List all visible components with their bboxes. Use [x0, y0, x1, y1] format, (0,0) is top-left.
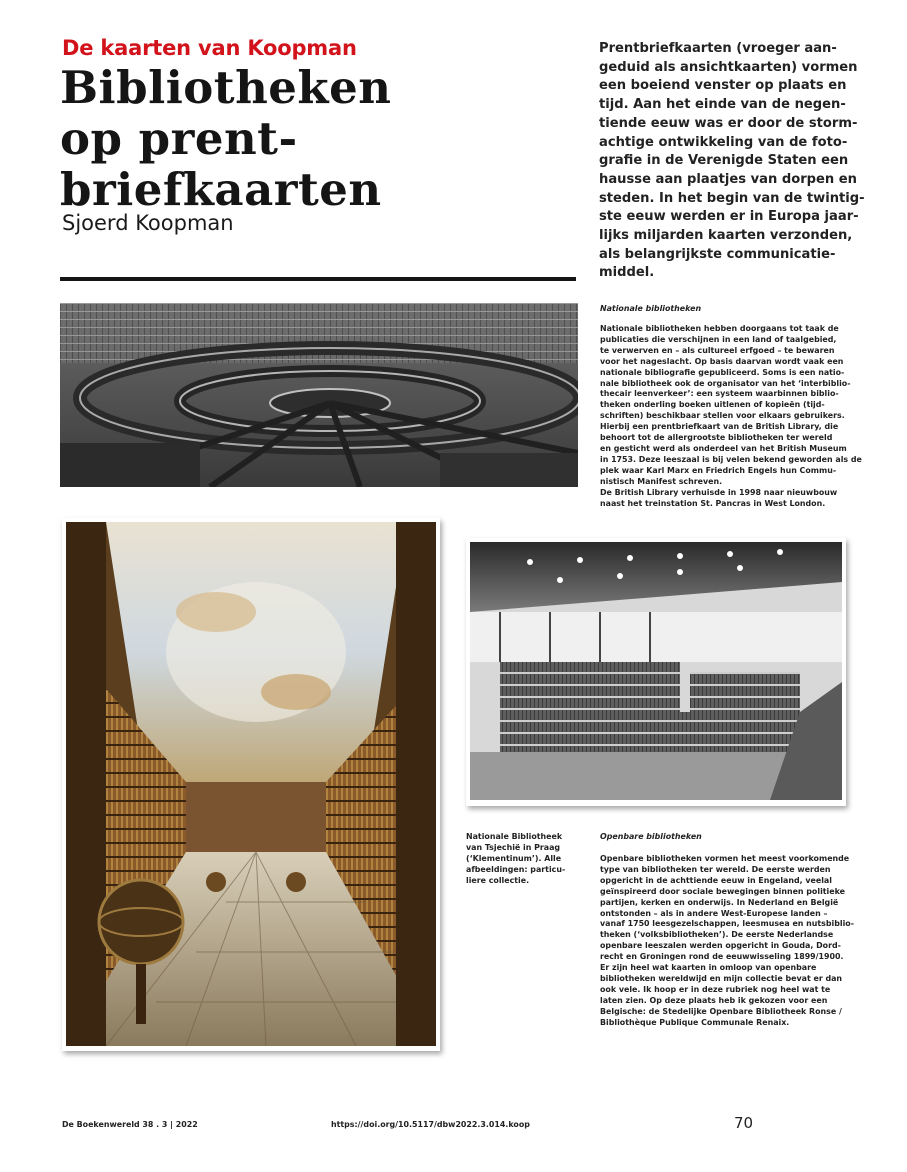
caption-line: liere collectie. — [466, 875, 530, 885]
section-heading-openbare: Openbare bibliotheken — [600, 832, 702, 841]
body-line: in 1753. Deze leeszaal is bij velen bekend geworden als de — [600, 454, 862, 464]
caption-line: Nationale Bibliotheek — [466, 832, 563, 841]
body-line: naast het treinstation St. Pancras in West London. — [600, 498, 826, 508]
footer-journal: De Boekenwereld 38 . 3 | 2022 — [62, 1120, 198, 1129]
body-line: Nationale bibliotheken hebben doorgaans tot taak de — [600, 324, 839, 333]
intro-line: als belangrijkste communicatie- — [599, 246, 836, 262]
section-body-nationale — [600, 324, 862, 509]
title-line-2: op prent- — [60, 112, 298, 165]
intro-line: ste eeuw werden er in Europa jaar- — [599, 209, 859, 225]
section-body-openbare — [600, 854, 852, 1029]
body-line: Belgische: de Stedelijke Openbare Bibliotheek Ronse / — [600, 1006, 842, 1016]
body-line: theken (‘volksbibliotheken’). De eerste Nederlandse — [600, 930, 834, 940]
body-line: De British Library verhuisde in 1998 naar nieuwbouw — [600, 487, 838, 497]
body-line: behoort tot de allergrootste bibliotheken ter wereld — [600, 433, 833, 443]
caption-line: (‘Klementinum’). Alle — [466, 853, 562, 863]
body-line: te verwerven en – als cultureel erfgoed – te bewaren — [600, 345, 835, 355]
body-line: Hierbij een prentbriefkaart van de British Library, die — [600, 422, 839, 432]
body-line: openbare leeszalen werden opgericht in Gouda, Dord- — [600, 941, 841, 951]
caption-line: afbeeldingen: particu- — [466, 864, 566, 874]
author-name: Sjoerd Koopman — [62, 211, 234, 235]
section-heading-nationale: Nationale bibliotheken — [600, 304, 702, 313]
body-line: thecair leenverkeer’: een systeem waarbinnen biblio- — [600, 389, 839, 399]
body-line: laten zien. Op deze plaats heb ik gekozen voor een — [600, 995, 828, 1005]
intro-line: tiende eeuw was er door de storm- — [599, 115, 858, 131]
intro-line: steden. In het begin van de twintig- — [599, 190, 865, 206]
title-line-3: briefkaarten — [60, 163, 382, 216]
body-line: Openbare bibliotheken vormen het meest voorkomende — [600, 854, 850, 863]
intro-line: middel. — [599, 265, 655, 281]
intro-line: achtige ontwikkeling van de foto- — [599, 134, 848, 150]
title-line-1: Bibliotheken — [60, 61, 392, 114]
page-number: 70 — [734, 1114, 754, 1132]
body-line: opgericht in de achttiende eeuw in Engeland, veelal — [600, 875, 832, 885]
intro-paragraph — [599, 40, 865, 283]
caption-line: van Tsjechië in Praag — [466, 842, 561, 852]
body-line: vanaf 1750 leesgezelschappen, leesmusea en nutsbiblio- — [600, 919, 854, 929]
body-line: en gesticht werd als onderdeel van het British Museum — [600, 443, 847, 453]
body-line: plek waar Karl Marx en Friedrich Engels hun Commu- — [600, 465, 837, 475]
intro-line: grafie in de Verenigde Staten een — [599, 153, 849, 169]
intro-line: geduid als ansichtkaarten) vormen — [599, 59, 858, 75]
body-line: ontstonden – als in andere West-Europese landen – — [600, 908, 828, 918]
body-line: nistisch Manifest schreven. — [600, 476, 723, 486]
footer-doi-link[interactable]: https://doi.org/10.5117/dbw2022.3.014.koop — [331, 1120, 530, 1129]
body-line: ook vele. Ik hoop er in deze rubriek nog heel wat te — [600, 984, 831, 994]
body-line: partijen, kerken en onderwijs. In Nederland en België — [600, 897, 839, 907]
intro-line: tijd. Aan het einde van de negen- — [599, 97, 846, 113]
ronse-public-library-photo — [470, 542, 842, 800]
body-line: Er zijn heel wat kaarten in omloop van openbare — [600, 963, 817, 973]
body-line: theken onderling boeken uitlenen of kopieën (tijd- — [600, 400, 825, 410]
intro-line: Prentbriefkaarten (vroeger aan- — [599, 41, 837, 56]
british-library-reading-room-photo — [60, 303, 578, 487]
body-line: nationale bibliografie gepubliceerd. Soms is een natio- — [600, 367, 845, 377]
intro-line: een boeiend venster op plaats en — [599, 78, 847, 94]
intro-line: hausse aan plaatjes van dorpen en — [599, 171, 857, 187]
body-line: bibliotheken wereldwijd en mijn collectie bevat er dan — [600, 973, 843, 983]
klementinum-library-photo — [66, 522, 436, 1046]
series-title: De kaarten van Koopman — [62, 36, 357, 60]
body-line: recht en Groningen rond de eeuwwisseling 1899/1900. — [600, 952, 844, 962]
body-line: schriften) beschikbaar stellen voor elkaars gebruikers. — [600, 411, 845, 421]
intro-line: lijks miljarden kaarten verzonden, — [599, 228, 853, 244]
body-line: nale bibliotheek ook de organisator van het ‘interbiblio- — [600, 378, 851, 388]
body-line: publicaties die verschijnen in een land of taalgebied, — [600, 334, 837, 344]
body-line: voor het nageslacht. Op basis daarvan wordt vaak een — [600, 356, 844, 366]
body-line: Bibliothèque Publique Communale Renaix. — [600, 1017, 790, 1027]
body-line: type van bibliotheken ter wereld. De eerste werden — [600, 864, 831, 874]
header-rule — [60, 277, 576, 281]
photo-caption — [466, 832, 576, 887]
body-line: geïnspireerd door sociale bewegingen binnen politieke — [600, 886, 845, 896]
article-title — [60, 62, 480, 215]
